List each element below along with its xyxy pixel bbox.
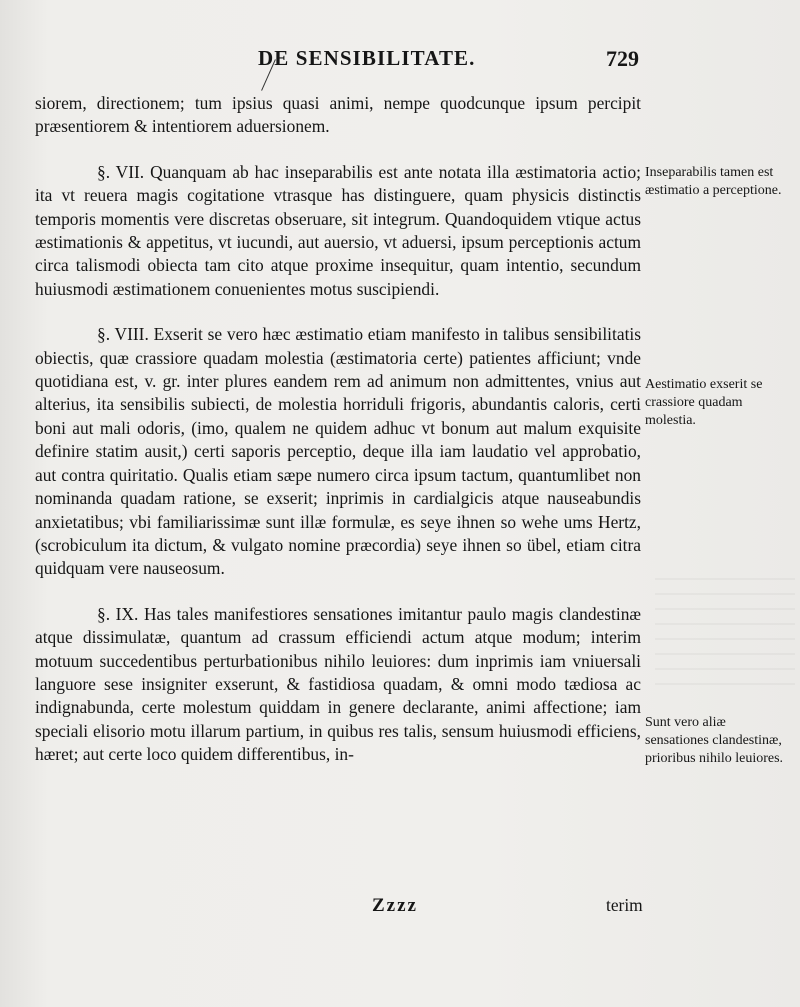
paragraph-section-9: §. IX. Has tales manifestiores sensationes imitantur paulo magis clandestinæ atque dissimulatæ, quantum ad crassum efficiendi actum atque modum; interim motuum succedentibus perturbationibus nihilo leuiores: dum inprimis iam vniuersali languore sese insigniter exserunt, & fastidiosa quadam, & omni modo tædiosa ac indignabunda, certe molestum quiddam in genere declarante, animi affectione; iam speciali elisorio motu illarum partium, in quibus res talis, sensum huiusmodi efficiens, hæret; aut certe loco quidem differentibus, in- [35,603,641,765]
catchword: terim [606,895,643,915]
signature-mark: Zzzz [372,895,418,916]
paragraph-continuation: siorem, directionem; tum ipsius quasi animi, nempe quodcunque ipsum percipit præsentiorem & intentiorem aduersionem. [35,93,641,137]
page-number: 729 [606,46,639,71]
running-title: DE SENSIBILITATE. [258,46,476,70]
margin-note-section-7: Inseparabilis tamen est æstimatio a perceptione. [645,165,782,198]
main-text-column [35,92,641,789]
paragraph-section-8: §. VIII. Exserit se vero hæc æstimatio etiam manifesto in talibus sensibilitatis obiectis, quæ crassiore quadam molestia (æstimatoria certe) patientes afficiunt; vnde quotidiana est, v. gr. inter plures eandem rem ad animum non admittentes, vnius aut alterius, ita sensibilis subiecti, de molestia horriduli frigoris, abundantis caloris, certi boni aut mali odoris, (imo, qualem ne quidem adhuc vt bonum aut malum exquisite definire statim ausit,) certi saporis perceptio, deque illa iam laudatio vel approbatio, aut contra quiritatio. Qualis etiam sæpe numero circa ipsum tactum, quantumlibet non nominanda quadam ratione, se exserit; inprimis in cardialgicis atque nauseabundis anxietatibus; vbi familiarissimæ sunt illæ formulæ, es seye ihnen so wehe ums Hertz, (scrobiculum ita dictum, & vulgato nomine præcordia) seye ihnen so übel, etiam citra quidquam vere nauseosum. [35,324,641,579]
paragraph-section-7: §. VII. Quanquam ab hac inseparabilis est ante notata illa æstimatoria actio; ita vt reuera magis cogitatione vtrasque has distinguere, quam physicis distinctis temporis momentis vere discretas obseruare, sit integrum. Quandoquidem vtique actus æstimationis & appetitus, vt iucundi, aut auersio, vt aduersi, ipsum perceptionis actum circa talismodi obiecta tam cito atque proxime insequitur, quam intentio, secundum huiusmodi æstimationem conuenientes motus suscipiendi. [35,161,641,299]
show-through-bleed [655,565,795,685]
margin-note-section-9: Sunt vero aliæ sensationes clandestinæ, prioribus nihilo leuiores. [645,715,784,766]
margin-note-section-8: Aestimatio exserit se crassiore quadam molestia. [645,377,763,428]
page-header [0,46,800,80]
